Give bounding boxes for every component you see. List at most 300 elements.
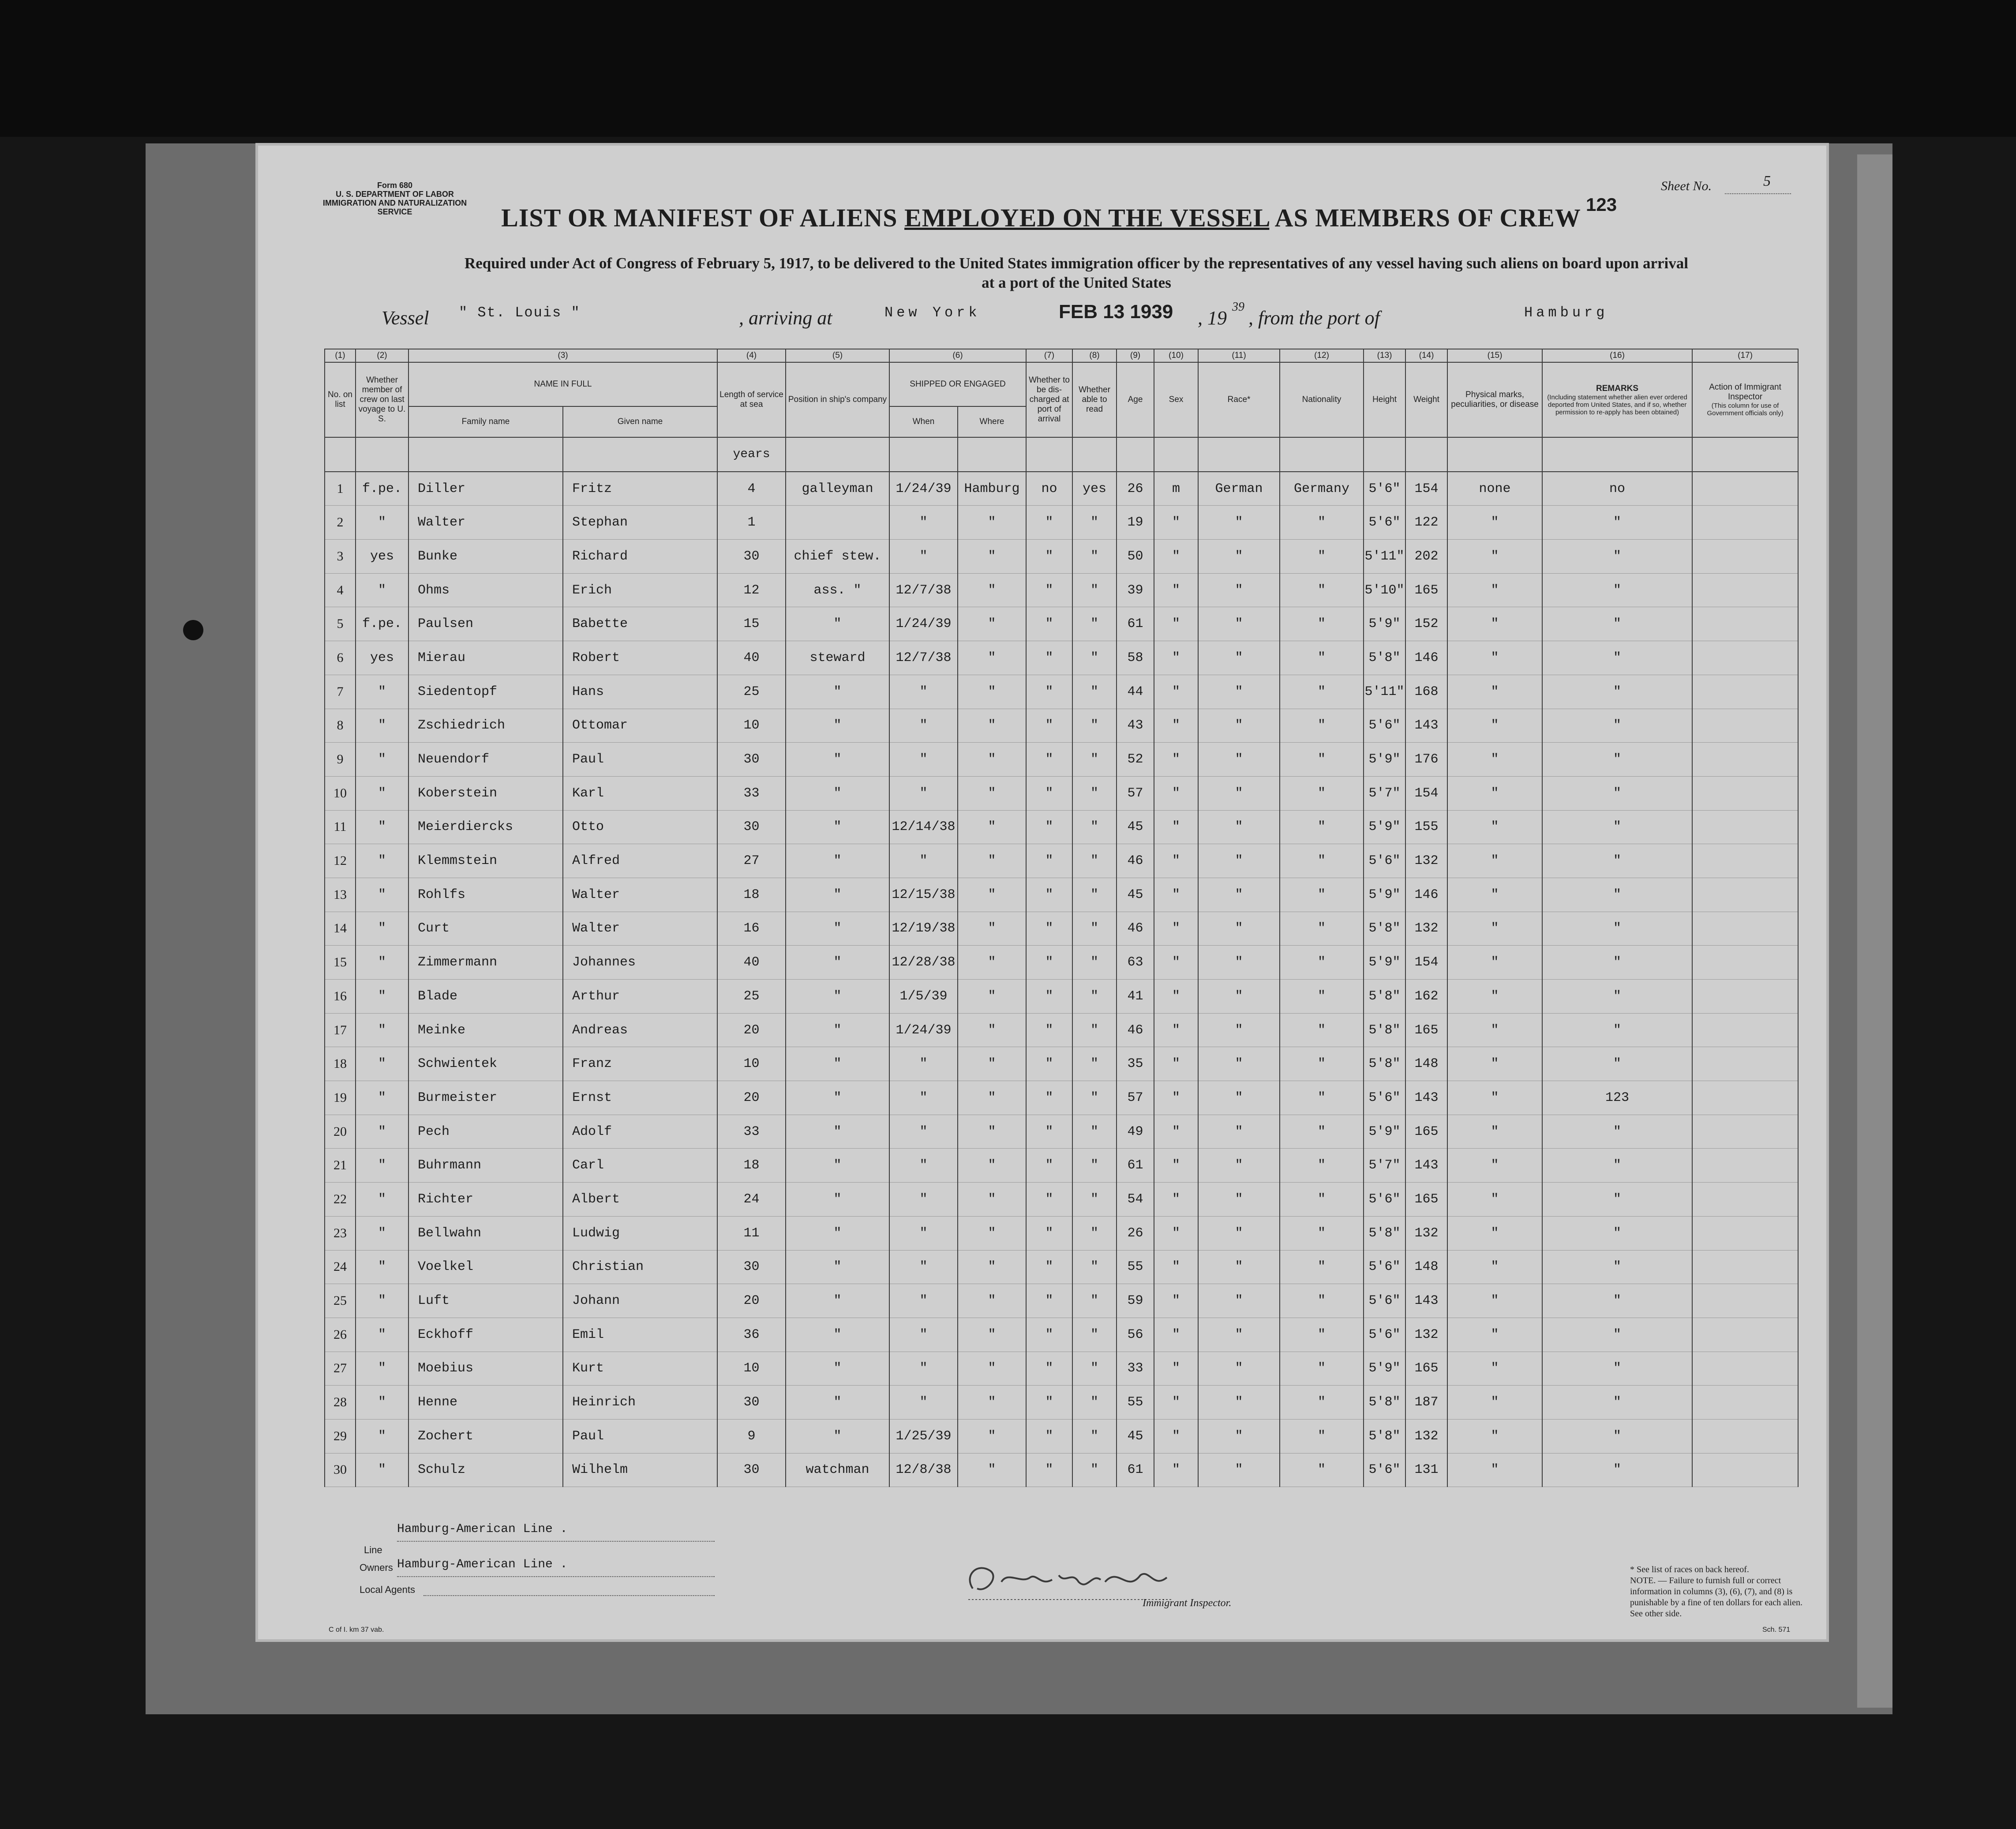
cell-action	[1692, 709, 1798, 743]
cell-position: galleyman	[786, 472, 889, 506]
cell-race: "	[1198, 607, 1280, 641]
cell-remarks: no	[1542, 472, 1692, 506]
cell-position: "	[786, 1386, 889, 1420]
cell-action	[1692, 743, 1798, 777]
cell-last-voyage: "	[356, 1013, 408, 1047]
cell-position: "	[786, 1115, 889, 1149]
cell-remarks: "	[1542, 1216, 1692, 1250]
cell-height: 5'6"	[1364, 1250, 1405, 1284]
cell-physical-marks: "	[1447, 506, 1542, 540]
table-row	[325, 1419, 1798, 1453]
cell-physical-marks: "	[1447, 946, 1542, 980]
cell-where: "	[958, 1453, 1026, 1487]
header-name-in-full: NAME IN FULL	[408, 362, 717, 406]
cell-no: 26	[325, 1318, 356, 1352]
cell-sex: "	[1154, 1453, 1198, 1487]
cell-race: "	[1198, 506, 1280, 540]
cell-last-voyage: f.pe.	[356, 607, 408, 641]
cell-when: "	[889, 1183, 958, 1217]
arrival-date-stamp: FEB 13 1939	[1059, 301, 1173, 323]
cell-family-name: Schulz	[408, 1453, 563, 1487]
cell-sex: "	[1154, 743, 1198, 777]
cell-able-to-read: "	[1072, 1047, 1117, 1081]
cell-discharged: "	[1026, 1284, 1072, 1318]
cell-family-name: Eckhoff	[408, 1318, 563, 1352]
cell-family-name: Koberstein	[408, 776, 563, 810]
cell-physical-marks: "	[1447, 844, 1542, 878]
cell-age: 43	[1117, 709, 1154, 743]
table-row	[325, 844, 1798, 878]
table-row	[325, 1013, 1798, 1047]
cell-given-name: Paul	[563, 1419, 717, 1453]
manifest-page	[258, 146, 1826, 1639]
cell-able-to-read: "	[1072, 506, 1117, 540]
cell-family-name: Klemmstein	[408, 844, 563, 878]
table-row	[325, 1352, 1798, 1386]
cell-length-service: 33	[717, 776, 786, 810]
print-code: C of I. km 37 vab.	[329, 1626, 384, 1634]
cell-remarks: "	[1542, 1013, 1692, 1047]
cell-given-name: Ernst	[563, 1081, 717, 1115]
cell-remarks: "	[1542, 709, 1692, 743]
cell-when: "	[889, 1081, 958, 1115]
cell-physical-marks: "	[1447, 1453, 1542, 1487]
cell-nationality: "	[1280, 912, 1364, 946]
cell-discharged: "	[1026, 1013, 1072, 1047]
cell-family-name: Moebius	[408, 1352, 563, 1386]
cell-nationality: "	[1280, 1352, 1364, 1386]
cell-discharged: "	[1026, 607, 1072, 641]
cell-height: 5'9"	[1364, 810, 1405, 844]
binder-hole	[183, 620, 203, 640]
cell-age: 54	[1117, 1183, 1154, 1217]
cell-when: 12/14/38	[889, 810, 958, 844]
cell-race: "	[1198, 1284, 1280, 1318]
cell-given-name: Albert	[563, 1183, 717, 1217]
header-race: Race*	[1198, 362, 1280, 437]
cell-given-name: Paul	[563, 743, 717, 777]
cell-weight: 154	[1405, 472, 1447, 506]
cell-where: "	[958, 1216, 1026, 1250]
cell-nationality: "	[1280, 946, 1364, 980]
cell-action	[1692, 1013, 1798, 1047]
cell-no: 4	[325, 573, 356, 607]
cell-where: "	[958, 1419, 1026, 1453]
cell-position: "	[786, 607, 889, 641]
cell-age: 46	[1117, 912, 1154, 946]
cell-when: "	[889, 1318, 958, 1352]
cell-position: "	[786, 912, 889, 946]
cell-when: 1/25/39	[889, 1419, 958, 1453]
col-num: (12)	[1280, 349, 1364, 362]
cell-remarks: "	[1542, 946, 1692, 980]
cell-last-voyage: yes	[356, 540, 408, 574]
cell-action	[1692, 1250, 1798, 1284]
cell-physical-marks: "	[1447, 1149, 1542, 1183]
cell-height: 5'9"	[1364, 878, 1405, 912]
cell-weight: 165	[1405, 1115, 1447, 1149]
inspector-label: Immigrant Inspector.	[1143, 1597, 1232, 1609]
cell-sex: "	[1154, 844, 1198, 878]
header-action	[1692, 362, 1798, 437]
cell-where: "	[958, 573, 1026, 607]
cell-family-name: Luft	[408, 1284, 563, 1318]
cell-last-voyage: "	[356, 506, 408, 540]
cell-position: "	[786, 776, 889, 810]
cell-given-name: Richard	[563, 540, 717, 574]
cell-where: "	[958, 1081, 1026, 1115]
cell-length-service: 16	[717, 912, 786, 946]
cell-family-name: Paulsen	[408, 607, 563, 641]
cell-age: 59	[1117, 1284, 1154, 1318]
cell-race: "	[1198, 1047, 1280, 1081]
cell-given-name: Robert	[563, 641, 717, 675]
cell-when: "	[889, 506, 958, 540]
cell-when: "	[889, 709, 958, 743]
cell-able-to-read: "	[1072, 540, 1117, 574]
cell-action	[1692, 573, 1798, 607]
col-num: (4)	[717, 349, 786, 362]
cell-no: 3	[325, 540, 356, 574]
cell-last-voyage: "	[356, 1318, 408, 1352]
cell-nationality: "	[1280, 776, 1364, 810]
header-nationality: Nationality	[1280, 362, 1364, 437]
table-row	[325, 878, 1798, 912]
cell-position: "	[786, 810, 889, 844]
cell-length-service: 30	[717, 1453, 786, 1487]
cell-remarks: "	[1542, 1149, 1692, 1183]
cell-sex: "	[1154, 709, 1198, 743]
cell-age: 41	[1117, 980, 1154, 1014]
cell-action	[1692, 1318, 1798, 1352]
cell-able-to-read: "	[1072, 1149, 1117, 1183]
cell-length-service: 24	[717, 1183, 786, 1217]
cell-age: 45	[1117, 1419, 1154, 1453]
race-note: * See list of races on back hereof.	[1630, 1565, 1749, 1574]
cell-weight: 187	[1405, 1386, 1447, 1420]
cell-height: 5'6"	[1364, 1081, 1405, 1115]
year-suffix: 39	[1232, 300, 1244, 314]
header-length-service: Length of service at sea	[717, 362, 786, 437]
cell-age: 61	[1117, 607, 1154, 641]
cell-length-service: 30	[717, 743, 786, 777]
cell-height: 5'11"	[1364, 540, 1405, 574]
cell-age: 19	[1117, 506, 1154, 540]
cell-when: "	[889, 743, 958, 777]
cell-when: "	[889, 776, 958, 810]
cell-length-service: 25	[717, 980, 786, 1014]
cell-length-service: 27	[717, 844, 786, 878]
cell-race: "	[1198, 1250, 1280, 1284]
cell-sex: "	[1154, 641, 1198, 675]
cell-when: "	[889, 1047, 958, 1081]
cell-when: "	[889, 540, 958, 574]
cell-family-name: Voelkel	[408, 1250, 563, 1284]
header-where: Where	[958, 406, 1026, 437]
cell-able-to-read: "	[1072, 1352, 1117, 1386]
scan-backing-edge	[1857, 154, 1892, 1708]
cell-remarks: "	[1542, 506, 1692, 540]
cell-discharged: "	[1026, 1047, 1072, 1081]
cell-physical-marks: "	[1447, 573, 1542, 607]
cell-age: 26	[1117, 1216, 1154, 1250]
cell-given-name: Franz	[563, 1047, 717, 1081]
cell-family-name: Zochert	[408, 1419, 563, 1453]
cell-weight: 122	[1405, 506, 1447, 540]
cell-last-voyage: "	[356, 844, 408, 878]
cell-height: 5'8"	[1364, 980, 1405, 1014]
cell-physical-marks: "	[1447, 1047, 1542, 1081]
cell-last-voyage: "	[356, 1386, 408, 1420]
cell-where: "	[958, 641, 1026, 675]
cell-race: "	[1198, 1013, 1280, 1047]
cell-discharged: "	[1026, 1115, 1072, 1149]
cell-remarks: "	[1542, 1419, 1692, 1453]
cell-sex: "	[1154, 912, 1198, 946]
cell-remarks: "	[1542, 1453, 1692, 1487]
cell-action	[1692, 980, 1798, 1014]
cell-no: 6	[325, 641, 356, 675]
cell-able-to-read: "	[1072, 878, 1117, 912]
cell-able-to-read: "	[1072, 810, 1117, 844]
cell-no: 7	[325, 675, 356, 709]
header-family-name: Family name	[408, 406, 563, 437]
department-name: U. S. DEPARTMENT OF LABOR	[336, 190, 454, 199]
document-subtitle	[337, 254, 1815, 293]
cell-able-to-read: "	[1072, 607, 1117, 641]
cell-sex: "	[1154, 1149, 1198, 1183]
title-part-underlined: EMPLOYED ON THE VESSEL	[904, 203, 1270, 232]
cell-when: "	[889, 844, 958, 878]
years-label: years	[717, 437, 786, 472]
cell-action	[1692, 506, 1798, 540]
cell-last-voyage: "	[356, 810, 408, 844]
table-row	[325, 1318, 1798, 1352]
cell-weight: 154	[1405, 776, 1447, 810]
cell-when: "	[889, 1149, 958, 1183]
cell-length-service: 11	[717, 1216, 786, 1250]
cell-nationality: "	[1280, 844, 1364, 878]
cell-able-to-read: "	[1072, 1216, 1117, 1250]
cell-race: "	[1198, 1216, 1280, 1250]
cell-last-voyage: "	[356, 675, 408, 709]
cell-action	[1692, 776, 1798, 810]
cell-able-to-read: "	[1072, 1115, 1117, 1149]
cell-able-to-read: "	[1072, 573, 1117, 607]
cell-able-to-read: "	[1072, 946, 1117, 980]
cell-age: 57	[1117, 776, 1154, 810]
cell-length-service: 30	[717, 1386, 786, 1420]
table-row	[325, 1081, 1798, 1115]
cell-when: 12/7/38	[889, 641, 958, 675]
cell-discharged: "	[1026, 1318, 1072, 1352]
cell-physical-marks: "	[1447, 878, 1542, 912]
cell-weight: 143	[1405, 1081, 1447, 1115]
cell-nationality: "	[1280, 810, 1364, 844]
cell-position: "	[786, 1183, 889, 1217]
cell-family-name: Henne	[408, 1386, 563, 1420]
table-row	[325, 506, 1798, 540]
cell-height: 5'6"	[1364, 506, 1405, 540]
cell-discharged: "	[1026, 1386, 1072, 1420]
col-num: (6)	[889, 349, 1026, 362]
cell-given-name: Johannes	[563, 946, 717, 980]
cell-weight: 146	[1405, 878, 1447, 912]
cell-family-name: Zschiedrich	[408, 709, 563, 743]
cell-position: "	[786, 878, 889, 912]
table-row	[325, 709, 1798, 743]
cell-age: 45	[1117, 810, 1154, 844]
cell-position: "	[786, 946, 889, 980]
cell-position: "	[786, 675, 889, 709]
cell-where: "	[958, 1250, 1026, 1284]
cell-height: 5'6"	[1364, 1284, 1405, 1318]
cell-physical-marks: "	[1447, 540, 1542, 574]
cell-where: "	[958, 607, 1026, 641]
year-prefix: , 19	[1198, 307, 1227, 329]
cell-weight: 143	[1405, 1284, 1447, 1318]
cell-nationality: "	[1280, 1216, 1364, 1250]
cell-action	[1692, 1183, 1798, 1217]
cell-weight: 148	[1405, 1250, 1447, 1284]
cell-physical-marks: "	[1447, 912, 1542, 946]
col-num: (3)	[408, 349, 717, 362]
cell-family-name: Meierdiercks	[408, 810, 563, 844]
cell-action	[1692, 540, 1798, 574]
cell-physical-marks: "	[1447, 709, 1542, 743]
cell-given-name: Otto	[563, 810, 717, 844]
cell-age: 52	[1117, 743, 1154, 777]
form-number: Form 680	[377, 181, 413, 190]
line-label: Line	[364, 1544, 382, 1555]
cell-where: "	[958, 540, 1026, 574]
cell-sex: "	[1154, 1250, 1198, 1284]
cell-weight: 165	[1405, 573, 1447, 607]
cell-physical-marks: "	[1447, 776, 1542, 810]
cell-action	[1692, 1149, 1798, 1183]
cell-discharged: "	[1026, 1081, 1072, 1115]
cell-remarks: "	[1542, 844, 1692, 878]
cell-remarks: "	[1542, 573, 1692, 607]
cell-able-to-read: "	[1072, 641, 1117, 675]
cell-discharged: "	[1026, 573, 1072, 607]
cell-length-service: 10	[717, 1352, 786, 1386]
cell-physical-marks: "	[1447, 1318, 1542, 1352]
cell-race: "	[1198, 1318, 1280, 1352]
cell-last-voyage: "	[356, 1081, 408, 1115]
cell-discharged: "	[1026, 844, 1072, 878]
cell-family-name: Zimmermann	[408, 946, 563, 980]
cell-height: 5'11"	[1364, 675, 1405, 709]
cell-weight: 132	[1405, 1419, 1447, 1453]
cell-nationality: "	[1280, 1047, 1364, 1081]
cell-no: 15	[325, 946, 356, 980]
cell-family-name: Meinke	[408, 1013, 563, 1047]
cell-family-name: Pech	[408, 1115, 563, 1149]
cell-sex: "	[1154, 776, 1198, 810]
cell-height: 5'8"	[1364, 1013, 1405, 1047]
cell-position: "	[786, 1284, 889, 1318]
cell-when: "	[889, 1284, 958, 1318]
cell-no: 8	[325, 709, 356, 743]
cell-age: 63	[1117, 946, 1154, 980]
cell-length-service: 10	[717, 1047, 786, 1081]
table-row	[325, 1183, 1798, 1217]
cell-position: "	[786, 1419, 889, 1453]
cell-sex: "	[1154, 675, 1198, 709]
cell-length-service: 12	[717, 573, 786, 607]
cell-no: 27	[325, 1352, 356, 1386]
cell-length-service: 10	[717, 709, 786, 743]
cell-race: "	[1198, 1453, 1280, 1487]
cell-weight: 176	[1405, 743, 1447, 777]
cell-discharged: "	[1026, 912, 1072, 946]
action-note: (This column for use of Government officials only)	[1707, 402, 1784, 417]
cell-height: 5'8"	[1364, 1419, 1405, 1453]
col-num: (11)	[1198, 349, 1280, 362]
table-row	[325, 1284, 1798, 1318]
cell-race: "	[1198, 844, 1280, 878]
cell-sex: "	[1154, 1352, 1198, 1386]
cell-remarks: "	[1542, 878, 1692, 912]
cell-height: 5'8"	[1364, 912, 1405, 946]
cell-action	[1692, 946, 1798, 980]
cell-weight: 165	[1405, 1183, 1447, 1217]
cell-action	[1692, 641, 1798, 675]
cell-remarks: "	[1542, 980, 1692, 1014]
cell-length-service: 1	[717, 506, 786, 540]
cell-no: 1	[325, 472, 356, 506]
cell-last-voyage: yes	[356, 641, 408, 675]
cell-height: 5'7"	[1364, 776, 1405, 810]
cell-sex: "	[1154, 1216, 1198, 1250]
cell-weight: 155	[1405, 810, 1447, 844]
cell-length-service: 20	[717, 1013, 786, 1047]
cell-discharged: no	[1026, 472, 1072, 506]
cell-family-name: Bunke	[408, 540, 563, 574]
cell-nationality: "	[1280, 1149, 1364, 1183]
cell-able-to-read: "	[1072, 776, 1117, 810]
cell-when: 12/8/38	[889, 1453, 958, 1487]
cell-remarks: "	[1542, 540, 1692, 574]
cell-nationality: "	[1280, 980, 1364, 1014]
cell-family-name: Buhrmann	[408, 1149, 563, 1183]
cell-remarks: "	[1542, 1250, 1692, 1284]
table-row	[325, 1115, 1798, 1149]
cell-where: "	[958, 743, 1026, 777]
cell-height: 5'9"	[1364, 743, 1405, 777]
cell-remarks: "	[1542, 810, 1692, 844]
cell-height: 5'7"	[1364, 1149, 1405, 1183]
cell-last-voyage: f.pe.	[356, 472, 408, 506]
cell-sex: "	[1154, 810, 1198, 844]
cell-race: "	[1198, 1419, 1280, 1453]
cell-able-to-read: "	[1072, 1013, 1117, 1047]
cell-no: 25	[325, 1284, 356, 1318]
cell-weight: 165	[1405, 1352, 1447, 1386]
cell-last-voyage: "	[356, 573, 408, 607]
cell-family-name: Bellwahn	[408, 1216, 563, 1250]
cell-race: "	[1198, 709, 1280, 743]
cell-height: 5'9"	[1364, 946, 1405, 980]
cell-length-service: 30	[717, 540, 786, 574]
sheet-number-line	[1725, 193, 1791, 194]
cell-given-name: Fritz	[563, 472, 717, 506]
cell-sex: "	[1154, 1047, 1198, 1081]
subtitle-line: at a port of the United States	[982, 274, 1171, 291]
cell-nationality: "	[1280, 1419, 1364, 1453]
table-row	[325, 607, 1798, 641]
